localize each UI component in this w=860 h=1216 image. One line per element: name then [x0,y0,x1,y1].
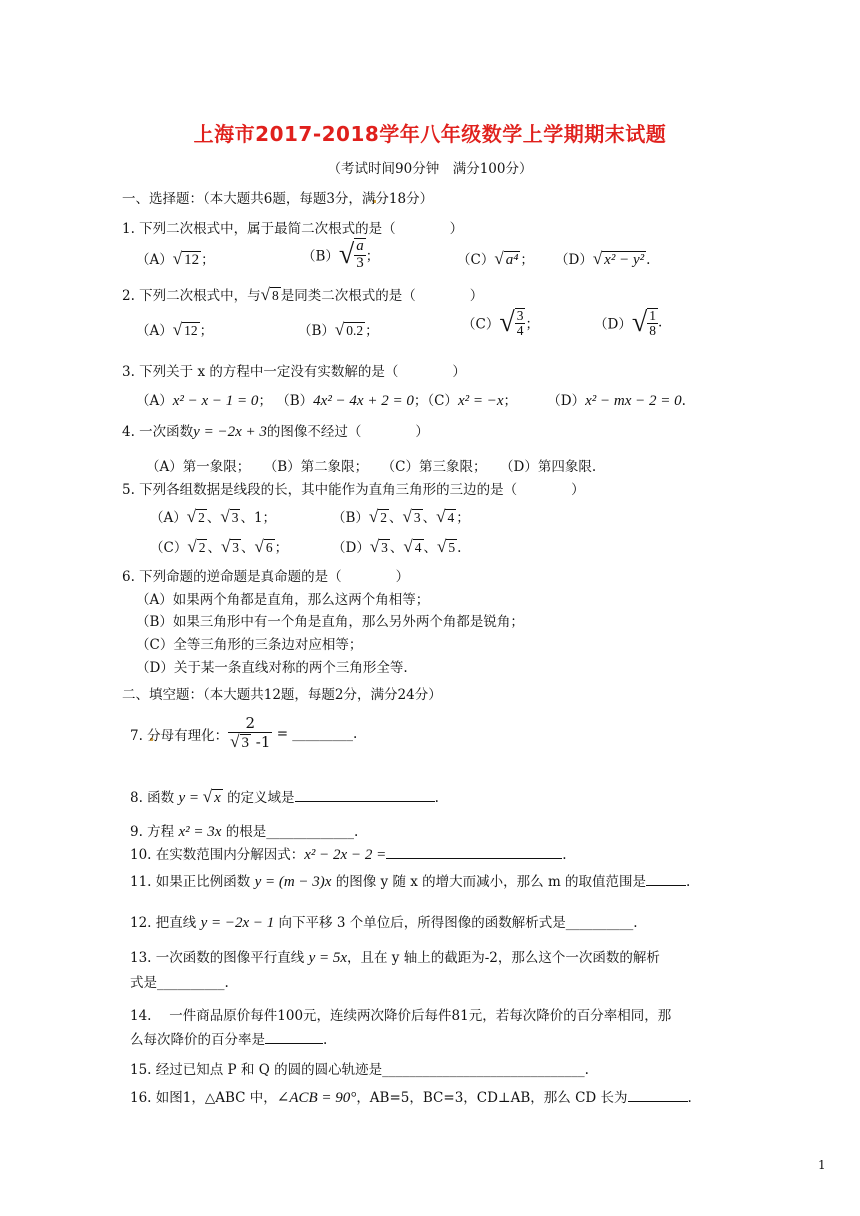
q6-stem: 6. 下列命题的逆命题是真命题的是（ ） [122,569,410,585]
q6-option-a: （A）如果两个角都是直角，那么这两个角相等； [136,592,430,608]
q13: 13. 一次函数的图像平行直线 y = 5x，且在 y 轴上的截距为-2，那么这个一次函数的解析 [130,950,660,966]
q6-option-d: （D）关于某一条直线对称的两个三角形全等. [136,660,408,676]
section-2-heading: 二、填空题：（本大题共12题，每题2分，满分24分） [122,687,442,703]
q1-stem: 1. 下列二次根式中，属于最简二次根式的是（ ） [122,221,464,237]
answer-blank[interactable] [628,1087,688,1102]
q16: 16. 如图1，△ABC 中，∠ACB = 90°，AB=5，BC=3，CD⊥AB，那么 CD 长为 . [130,1086,692,1107]
q5-option-d: （D）√ 3 、√ 4 、√ 5 . [332,537,462,556]
q12: 12. 把直线 y = −2x − 1 向下平移 3 个单位后，所得图像的函数解析式是__________. [130,915,638,931]
q2-option-a: （A）√ 12 ； [136,320,214,339]
q10: 10. 在实数范围内分解因式：x² − 2x − 2 = . [130,843,567,864]
q1-option-c: （C）√ a⁴ ； [457,249,534,268]
q4-options: （A）第一象限； （B）第二象限； （C）第三象限； （D）第四象限. [146,459,597,475]
page-title: 上海市2017-2018学年八年级数学上学期期末试题 [193,122,667,146]
q6-option-b: （B）如果三角形中有一个角是直角，那么另外两个角都是锐角； [136,614,524,630]
q14-line2: 么每次降价的百分率是 . [130,1028,327,1048]
answer-blank[interactable] [265,1029,323,1044]
q1-option-a: （A）√ 12 ； [136,249,215,268]
answer-blank[interactable] [386,844,562,859]
q6-option-c: （C）全等三角形的三条边对应相等； [136,637,363,653]
q9: 9. 方程 x² = 3x 的根是_____________. [130,824,359,840]
q2-option-c: （C）√ $\frac{3}{4}$ ； [462,307,539,338]
q5-option-c: （C）√ 2 、√ 3 、√ 6 ； [150,537,289,556]
q2-option-d: （D）√ $\frac{1}{8}$ . [594,307,663,338]
q13-line2: 式是__________. [130,975,229,991]
q1-option-d: （D）√ x² − y² . [555,249,651,268]
q11: 11. 如果正比例函数 y = (m − 3)x 的图像 y 随 x 的增大而减小，那么 m 的取值范围是 . [130,870,690,891]
page-number: 1 [818,1158,826,1172]
q4-stem: 4. 一次函数y = −2x + 3的图像不经过（ ） [122,424,429,440]
q3-options: （A）x² − x − 1 = 0； （B）4x² − 4x + 2 = 0；（C）x² = −x； （D）x² − mx − 2 = 0. [136,393,686,409]
q1-option-b: （B）√ $\frac{a}{3}$ ； [302,238,380,271]
exam-info: （考试时间90分钟 满分100分） [327,161,533,177]
section-1-heading: 一、选择题：（本大题共6题，每题3分，满分18分） [122,191,434,207]
q5-option-a: （A）√ 2 、√ 3 、1； [150,507,277,526]
q2-stem: 2. 下列二次根式中，与√ 8 是同类二次根式的是（ ） [122,285,484,304]
q14-line1: 14. 一件商品原价每件100元，连续两次降价后每件81元，若每次降价的百分率相同，那 [130,1008,672,1024]
answer-blank[interactable] [295,787,435,802]
q5-option-b: （B）√ 2 、√ 3 、√ 4 ； [332,507,470,526]
q5-stem: 5. 下列各组数据是线段的长，其中能作为直角三角形的三边的是（ ） [122,482,585,498]
answer-blank[interactable] [646,871,686,886]
q8: 8. 函数 y = √ x 的定义域是 . [130,787,439,806]
q7: 7. 分母有理化： $\frac{2}{√ 3 -1}$ = _________. [130,714,358,751]
q2-option-b: （B）√ 0.2 ； [298,320,379,339]
q15: 15. 经过已知点 P 和 Q 的圆的圆心轨迹是______________________________. [130,1062,589,1078]
q3-stem: 3. 下列关于 x 的方程中一定没有实数解的是（ ） [122,364,466,380]
